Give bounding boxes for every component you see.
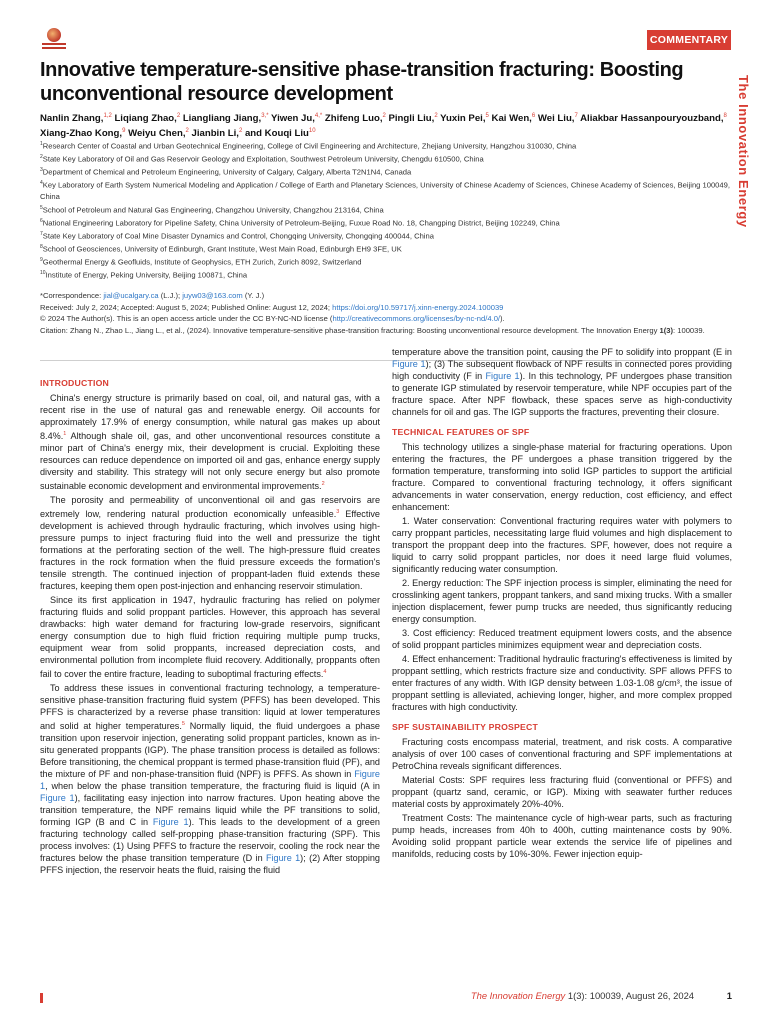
figure-ref-link[interactable]: Figure 1 — [40, 793, 75, 804]
figure-ref-link[interactable]: Figure 1 — [485, 371, 520, 381]
affiliation: $^1$Research Center of Coastal and Urban Geotechnical Engineering, College of Civil Engineering and Architecture, Zhejiang University, Hangzhou 310030, China — [40, 141, 577, 151]
author-name: Xiang-Zhao Kong, — [40, 128, 123, 140]
right-column — [392, 346, 732, 862]
license-link[interactable]: http://creativecommons.org/licenses/by-nc-nd/4.0/ — [332, 314, 501, 323]
citation: Citation: Zhang N., Zhao L., Jiang L., et al., (2024). Innovative temperature-sensitive phase-transition fracturing: Boosting unconventional resource development. The Innovation Energy 1(3): 100039. — [40, 325, 705, 335]
author-name: Liangliang Jiang, — [180, 113, 262, 125]
page-number: 1 — [726, 990, 732, 1001]
paragraph: 3. Cost efficiency: Reduced treatment equipment lowers costs, and the absence of solid proppant particles minimizes equipment wear and depreciation costs. — [392, 628, 732, 650]
author-affiliation-marker: 2 — [185, 128, 189, 135]
author-name: and Kouqi Liu — [242, 128, 309, 140]
paragraph: 4. Effect enhancement: Traditional hydraulic fracturing's effectiveness is limited by proppant settling, which restricts fracture size and conductivity. SPF allows PFFS to enter fractures of any width. With IGP density between 1.03-1.08 g/cm³, the issue of proppant settling is alleviated, achieving longer, higher, and more complex propped fractures with high conductivity. — [392, 654, 732, 712]
paragraph: Fracturing costs encompass material, treatment, and risk costs. A comparative analysis of over 100 cases of conventional fracturing and SPF implementations at PetroChina reveals significant differences. — [392, 737, 732, 771]
author-name: Jianbin Li, — [188, 128, 239, 140]
affiliation: $^4$Key Laboratory of Earth System Numerical Modeling and Application / College of Earth and Planetary Sciences, University of Chinese Academy of Sciences, Chinese Academy of Sciences, Beijing 100049, China — [40, 180, 730, 202]
paragraph: This technology utilizes a single-phase material for fracturing operations. Upon entering the fractures, the PF undergoes a phase transition triggered by the formation temperature, transforming into solid IGP particles to support the artificial fracture. Compared to conventional fracturing technology, it offers significant advancements in water conservation, energy reduction, cost efficiency, and effect enhancement: — [392, 442, 732, 512]
author-name: Liqiang Zhao, — [111, 113, 177, 125]
author-affiliation-marker: 2 — [382, 113, 386, 119]
publication-dates: Received: July 2, 2024; Accepted: August 5, 2024; Published Online: August 12, 2024; https://doi.org/10.59717/j.xinn-energy.2024.100039 — [40, 302, 504, 312]
author-name: Nanlin Zhang, — [40, 113, 104, 125]
paragraph: The porosity and permeability of unconventional oil and gas reservoirs are extremely low, rendering natural production economically unfeasible.$^3$ Effective development is achieved through hydraulic fracturing, which involves using high-pressure pumps to inject fracturing fluid into the well and pressurize the tight formations at the perforating section of the well. The high-pressure fluid creates fractures in the rock formation when the fluid pressure exceeds the formation's tensile strength. The continued injection of proppant-laden fluid extends these fractures, keeping them open post-injection and enhancing reservoir stimulation. — [40, 495, 380, 592]
author-name: Aliakbar Hassanpouryouzband, — [577, 113, 724, 125]
author-affiliation-marker: 1,2 — [103, 113, 112, 119]
affiliation: $^3$Department of Chemical and Petroleum Engineering, University of Calgary, Calgary, Alberta T2N1N4, Canada — [40, 167, 412, 177]
paragraph: 2. Energy reduction: The SPF injection process is simpler, eliminating the need for crosslinking agent tankers, proppant tankers, and sand mixing trucks. With a smaller injection displacement, fewer pump trucks are needed, thus significantly reducing energy consumption. — [392, 578, 732, 624]
author-name: Kai Wen, — [488, 113, 532, 125]
citation-ref[interactable]: 4 — [323, 669, 327, 676]
author-affiliation-marker: 5 — [485, 113, 489, 119]
section-heading-technical-features: TECHNICAL FEATURES OF SPF — [392, 427, 530, 437]
author-affiliation-marker: 7 — [574, 113, 578, 119]
author-name: Zhifeng Luo, — [322, 113, 383, 125]
paragraph: Treatment Costs: The maintenance cycle of high-wear parts, such as fracturing pump heads, increases from 40h to 400h, cutting maintenance costs by 90%. Avoiding solid proppant particle wear extends the service life of pipelines and manifolds, reducing costs by 10%-30%. Fewer injection equip- — [392, 813, 732, 859]
doi-link[interactable]: https://doi.org/10.59717/j.xinn-energy.2024.100039 — [332, 302, 504, 312]
affiliation: $^7$State Key Laboratory of Coal Mine Disaster Dynamics and Control, Chongqing University, Chongqing 400044, China — [40, 230, 434, 241]
affiliation: $^5$School of Petroleum and Natural Gas Engineering, Changzhou University, Changzhou 213164, China — [40, 204, 384, 215]
article-meta — [40, 290, 735, 336]
affiliation: $^9$Geothermal Energy & Geofluids, Institute of Geophysics, ETH Zurich, Zurich 8092, Switzerland — [40, 256, 362, 267]
author-affiliation-marker: 9 — [122, 128, 126, 135]
citation-ref[interactable]: 1 — [63, 431, 67, 437]
citation-ref[interactable]: 5 — [181, 721, 185, 728]
author-affiliation-marker: 4,* — [314, 113, 323, 119]
publisher-logo — [40, 993, 76, 1003]
affiliation: $^6$National Engineering Laboratory for Pipeline Safety, China University of Petroleum-Beijing, Fuxue Road No. 18, Changping District, Beijing 102249, China — [40, 217, 560, 228]
figure-ref-link[interactable]: Figure 1 — [265, 853, 301, 864]
left-column — [40, 373, 380, 878]
section-heading-sustainability: SPF SUSTAINABILITY PROSPECT — [392, 722, 539, 732]
affiliations — [40, 139, 735, 281]
journal-side-title: The Innovation Energy — [736, 75, 751, 228]
email-link[interactable]: juyw03@163.com — [182, 291, 243, 300]
author-affiliation-marker: 2 — [176, 113, 181, 119]
article-title: Innovative temperature-sensitive phase-transition fracturing: Boosting unconventional resource development — [40, 59, 684, 105]
author-name: Wei Liu, — [535, 113, 575, 125]
figure-ref-link[interactable]: Figure 1 — [152, 817, 189, 828]
author-name: Yuxin Pei, — [437, 113, 486, 125]
affiliation: $^2$State Key Laboratory of Oil and Gas Reservoir Geology and Exploitation, Southwest Petroleum University, Chengdu 610500, China — [40, 154, 484, 164]
correspondence: *Correspondence: jial@ucalgary.ca (L.J.); juyw03@163.com (Y. J.) — [40, 291, 265, 300]
author-affiliation-marker: 10 — [308, 128, 316, 135]
author-name: Weiyu Chen, — [125, 128, 186, 140]
author-affiliation-marker: 2 — [238, 128, 243, 135]
author-list — [40, 110, 730, 140]
paragraph: China's energy structure is primarily based on coal, oil, and natural gas, with a recent rise in the use of natural gas and renewable energy. Oil accounts for approximately 17.9% of energy consumption, while natural gas makes up about 8.4%.$^1$ Although shale oil, gas, and other unconventional resources constitute a minor part of China's energy mix, their development is crucial. Exploiting these resources can reduce dependence on imported oil and gas, enhance energy supply diversity and stability. This strategy will not only secure energy but also promote sustainable economic development and environmental improvements.$^2$ — [40, 393, 380, 492]
section-heading-introduction: INTRODUCTION — [40, 378, 109, 388]
citation-ref[interactable]: 3 — [336, 509, 340, 516]
figure-ref-link[interactable]: Figure 1 — [40, 769, 380, 792]
paragraph: temperature above the transition point, causing the PF to solidify into proppant (E in Figure 1); (3) The subsequent flowback of NPF results in connected pores providing high conductivity (F in Figure 1). In this technology, PF undergoes phase transition to generate IGP stimulated by reservoir temperature, while NPF occupies part of the fracture space. After NPF flowback, these spaces serve as high-conductivity channels for oil and gas. The IGP supports the fractures, preventing their closure. — [392, 347, 732, 417]
affiliation: $^{10}$Institute of Energy, Peking University, Beijing 100871, China — [40, 269, 248, 280]
footer-journal: The Innovation Energy 1(3): 100039, August 26, 2024 — [470, 990, 694, 1001]
affiliation: $^8$School of Geosciences, University of Edinburgh, Grant Institute, West Main Road, Edinburgh EH9 3FE, UK — [40, 243, 402, 254]
author-affiliation-marker: 3,* — [261, 113, 269, 119]
paragraph: To address these issues in conventional fracturing technology, a temperature-sensitive phase-transition fracturing fluid system (PFFS) has been developed. This PFFS is characterized by a reverse phase transition: liquid at lower temperatures and solid at higher temperatures.$^5$ Normally liquid, the fluid undergoes a phase transition upon reservoir injection, generating solid proppant particles, known as in-situ generated proppants (IGP). The phase transition process is detailed as follows: Before transitioning, the chemical proppant is termed phase-transition fluid (PF), and the mixture of PF and non-phase-transition fluid (NPF) is PFFS. As shown in Figure 1, when below the phase transition temperature, the fracturing fluid is liquid (A in Figure 1), facilitating easy injection into narrow fractures. Upon heating above the transition temperature, the NPF remains liquid while the PF transitions to solid, forming IGP (B and C in Figure 1). This leads to the development of a green fracturing technology called self-propping phase-transition fracturing (SPF). This process involves: (1) Using PFFS to fracture the reservoir, cooling the rock near the fractures below the phase transition temperature (D in Figure 1); (2) After stopping PFFS injection, the reservoir heats the fluid, raising the fluid — [40, 683, 380, 876]
journal-logo — [44, 28, 64, 52]
author-name: Yiwen Ju, — [268, 113, 315, 125]
author-affiliation-marker: 2 — [434, 113, 438, 119]
figure-ref-link[interactable]: Figure 1 — [392, 359, 426, 369]
paragraph: Material Costs: SPF requires less fracturing fluid (conventional or PFFS) and proppant (quartz sand, ceramic, or IGP). Mixing with seawater further reduces material costs by approximately 20%-40%. — [392, 775, 732, 809]
author-affiliation-marker: 6 — [531, 113, 536, 119]
author-affiliation-marker: 8 — [723, 113, 727, 119]
author-name: Pingli Liu, — [385, 113, 435, 125]
citation-ref[interactable]: 2 — [321, 481, 325, 488]
email-link[interactable]: jial@ucalgary.ca — [103, 291, 159, 300]
article-type-badge: COMMENTARY — [647, 30, 731, 50]
paragraph: 1. Water conservation: Conventional fracturing requires water with polymers to carry proppant particles, necessitating large fluid volumes and high displacement to transport the proppant deep into the fractures. SPF, however, does not require a liquid to carry solid proppant particles, nor does it need large fluid volumes, significantly reducing water consumption. — [392, 516, 732, 574]
paragraph: Since its first application in 1947, hydraulic fracturing has relied on polymer fracturing fluids and solid proppant particles. However, this approach has several drawbacks: high water demand for fracturing low-grade reservoirs, significant energy consumption due to high fluid friction requiring multiple pump trucks, equipment wear from solid proppants, increased depreciation costs, and environmental pollution from incomplete fluid recovery. Additionally, proppants often fail to cover the entire fracture, leading to suboptimal fracturing effects.$^4$ — [40, 595, 380, 680]
license: © 2024 The Author(s). This is an open access article under the CC BY-NC-ND license (http://creativecommons.org/licenses/by-nc-nd/4.0/). — [40, 314, 505, 323]
